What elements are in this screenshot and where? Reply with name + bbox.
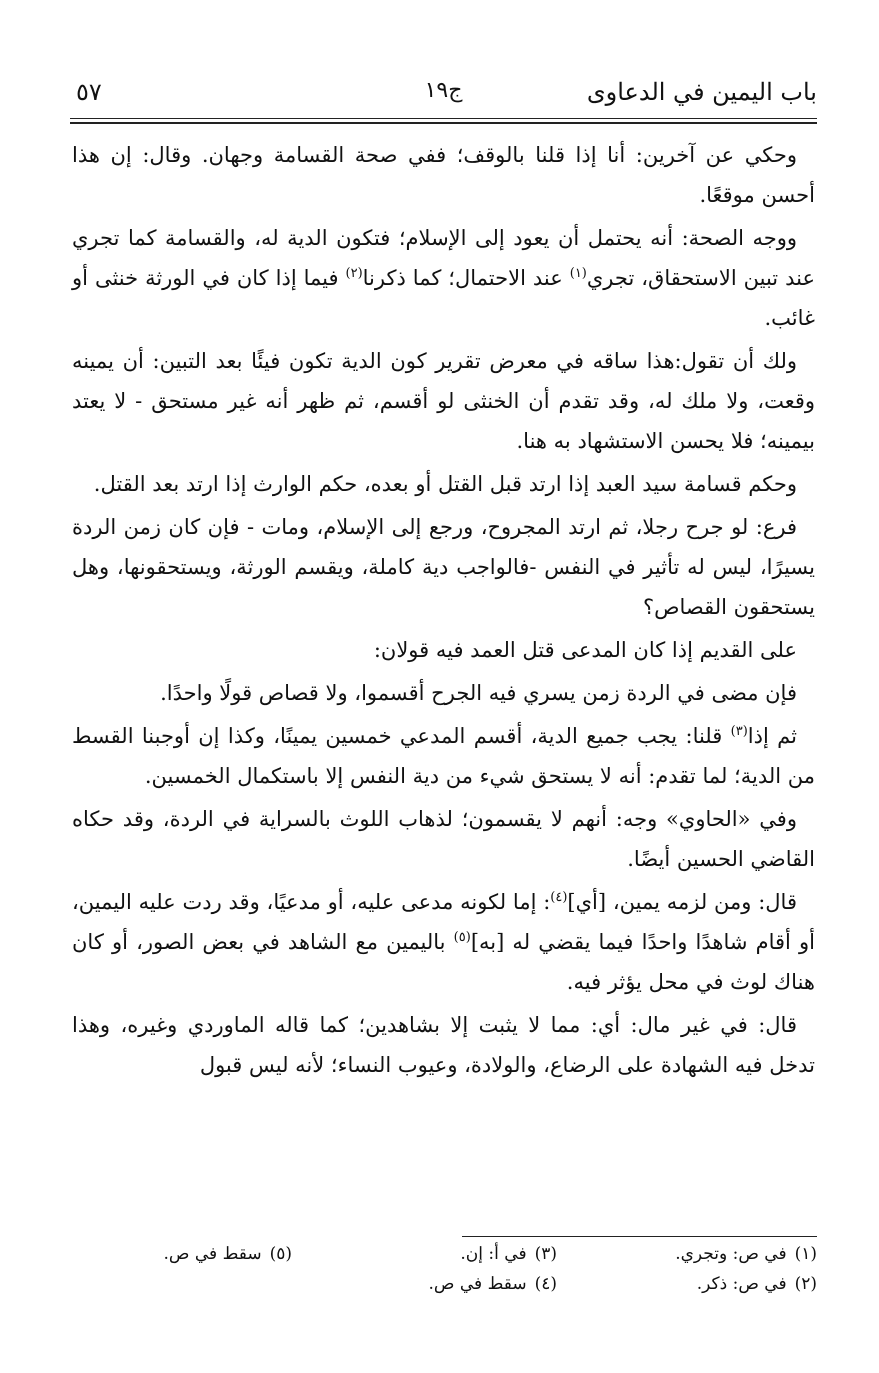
footnote-1 — [675, 1244, 817, 1264]
paragraph-text: باليمين مع الشاهد في بعض الصور، أو كان هناك لوث في محل يؤثر فيه. — [72, 930, 815, 994]
footnote-text: سقط في ص. — [428, 1274, 527, 1294]
footnote-3 — [460, 1244, 557, 1264]
paragraph-p7 — [72, 673, 815, 713]
paragraph-p1 — [72, 135, 815, 215]
footnote-5 — [164, 1244, 292, 1264]
footnote-marker: (٢) — [345, 266, 363, 281]
paragraph-text: فرع: لو جرح رجلا، ثم ارتد المجروح، ورجع إلى الإسلام، ومات - فإن كان زمن الردة يسيرًا، ليس له تأثير في النفس -فالواجب دية كاملة، ويقسم الورثة، ويستحقونها، وهل يستحقون القصاص؟ — [72, 515, 815, 619]
paragraph-p3 — [72, 341, 815, 461]
paragraph-p4 — [72, 464, 815, 504]
header-rule — [70, 118, 817, 119]
footnotes — [70, 1244, 817, 1314]
running-header — [70, 70, 817, 118]
footnote-marker: (٣) — [730, 724, 748, 739]
footnote-number: (٤) — [534, 1274, 557, 1294]
footnote-marker: (٥) — [453, 930, 471, 945]
paragraph-text: ولك أن تقول:هذا ساقه في معرض تقرير كون الدية تكون فيئًا بعد التبين: أن يمينه وقعت، ولا ملك له، وقد تقدم أن الخنثى لو أقسم، ثم ظهر أنه غير مستحق - لا يعتد بيمينه؛ فلا يحسن الاستشهاد به هنا. — [72, 349, 815, 453]
paragraph-text: قال: ومن لزمه يمين، [أي] — [567, 890, 797, 914]
footnote-text: في ص: وتجري. — [675, 1244, 787, 1264]
header-rule-thick — [70, 122, 817, 124]
paragraph-p10 — [72, 882, 815, 1002]
paragraph-text: فيما إذا كان في الورثة خنثى أو غائب. — [72, 266, 815, 330]
footnote-number: (٢) — [794, 1274, 817, 1294]
paragraph-text: : إما لكونه مدعى عليه، أو مدعيًا، وقد ردت عليه اليمين، أو أقام شاهدًا واحدًا فيما يقضي له [به] — [72, 890, 815, 954]
paragraph-text: وفي «الحاوي» وجه: أنهم لا يقسمون؛ لذهاب اللوث بالسراية في الردة، وقد حكاه القاضي الحسين أيضًا. — [72, 807, 815, 871]
footnote-text: في أ: إن. — [460, 1244, 527, 1264]
paragraph-text: وحكم قسامة سيد العبد إذا ارتد قبل القتل أو بعده، حكم الوارث إذا ارتد بعد القتل. — [93, 472, 797, 496]
volume-label: ج١٩ — [424, 78, 463, 103]
paragraph-text: قلنا: يجب جميع الدية، أقسم المدعي خمسين يمينًا، وكذا إن أوجبنا القسط من الدية؛ لما تقدم: أنه لا يستحق شيء من دية النفس إلا باستكمال الخمسين. — [72, 724, 815, 788]
chapter-title: باب اليمين في الدعاوى — [586, 78, 817, 106]
paragraph-p9 — [72, 799, 815, 879]
footnote-marker: (٤) — [550, 890, 568, 905]
footnote-text: في ص: ذكر. — [696, 1274, 787, 1294]
paragraph-p6 — [72, 630, 815, 670]
footnote-2 — [697, 1274, 817, 1294]
paragraph-text: فإن مضى في الردة زمن يسري فيه الجرح أقسموا، ولا قصاص قولًا واحدًا. — [160, 681, 797, 705]
paragraph-p5 — [72, 507, 815, 627]
footnote-number: (١) — [794, 1244, 817, 1264]
paragraph-text: وحكي عن آخرين: أنا إذا قلنا بالوقف؛ ففي صحة القسامة وجهان. وقال: إن هذا أحسن موقعًا. — [72, 143, 815, 207]
main-text — [72, 135, 815, 1088]
footnote-number: (٥) — [269, 1244, 292, 1264]
paragraph-text: ووجه الصحة: أنه يحتمل أن يعود إلى الإسلام؛ فتكون الدية له، والقسامة كما تجري عند تبين الاستحقاق، تجري — [72, 226, 815, 290]
paragraph-text: قال: في غير مال: أي: مما لا يثبت إلا بشاهدين؛ كما قاله الماوردي وغيره، وهذا تدخل فيه الشهادة على الرضاع، والولادة، وعيوب النساء؛ لأنه ليس قبول — [72, 1013, 815, 1077]
paragraph-text: ثم إذا — [747, 724, 797, 748]
footnote-number: (٣) — [534, 1244, 557, 1264]
paragraph-p11 — [72, 1005, 815, 1085]
footnote-separator — [462, 1236, 817, 1237]
page-number: ٥٧ — [76, 78, 102, 106]
footnote-marker: (١) — [569, 266, 587, 281]
footnote-text: سقط في ص. — [163, 1244, 262, 1264]
paragraph-p8 — [72, 716, 815, 796]
footnote-4 — [429, 1274, 557, 1294]
paragraph-p2 — [72, 218, 815, 338]
paragraph-text: عند الاحتمال؛ كما ذكرنا — [362, 266, 570, 290]
paragraph-text: على القديم إذا كان المدعى قتل العمد فيه قولان: — [373, 638, 797, 662]
